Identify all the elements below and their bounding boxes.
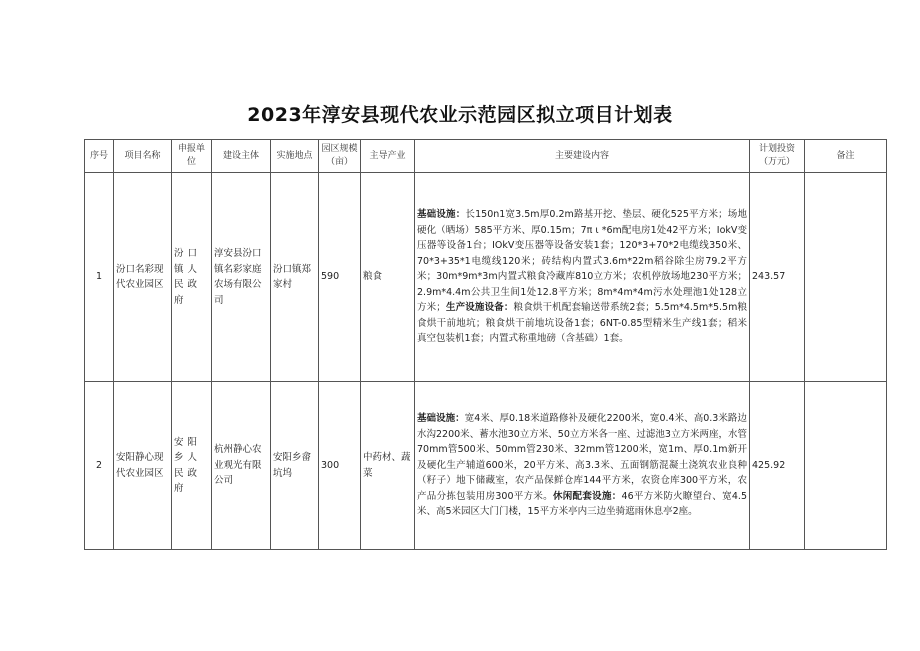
- header-investment: 计划投资（万元）: [750, 140, 805, 173]
- content-label-infrastructure: 基础设施：: [417, 413, 465, 425]
- row-industry: 中药材、蔬菜: [361, 382, 415, 550]
- row-content: [415, 382, 750, 550]
- header-content: 主要建设内容: [415, 140, 750, 173]
- row-industry: 粮食: [361, 173, 415, 382]
- content-text-equipment: 粮食烘干机配套输送带系统2套；5.5m*4.5m*5.5m粮食烘干前地坑；粮食烘干前地坑设备1套；6NT-0.85型精米生产线1套；稻米真空包装机1套；内置式称重地磅（含基础）1套。: [417, 302, 747, 345]
- content-label-infrastructure: 基础设施：: [417, 209, 466, 221]
- row-location: 汾口镇郑家村: [271, 173, 319, 382]
- header-applicant: 申报单位: [172, 140, 212, 173]
- header-location: 实施地点: [271, 140, 319, 173]
- header-remark: 备注: [805, 140, 887, 173]
- row-builder: 杭州静心农业观光有限公司: [212, 382, 271, 550]
- row-applicant: 汾口镇人民政府: [172, 173, 212, 382]
- page-title: 2023年淳安县现代农业示范园区拟立项目计划表: [247, 104, 673, 126]
- row-remark: [805, 173, 887, 382]
- row-builder: 淳安县汾口镇名彩家庭农场有限公司: [212, 173, 271, 382]
- project-plan-table: [84, 139, 887, 550]
- header-industry: 主导产业: [361, 140, 415, 173]
- header-scale: 园区规模（亩）: [319, 140, 361, 173]
- content-label-leisure: 休闲配套设施：: [552, 490, 622, 502]
- table-row: [85, 173, 887, 382]
- table-header-row: [85, 140, 887, 173]
- header-builder: 建设主体: [212, 140, 271, 173]
- row-investment: 243.57: [750, 173, 805, 382]
- row-applicant: 安阳乡人民政府: [172, 382, 212, 550]
- row-project-name: 安阳静心现代农业园区: [114, 382, 172, 550]
- row-project-name: 汾口名彩现代农业园区: [114, 173, 172, 382]
- content-text-infrastructure: 宽4米、厚0.18米道路修补及硬化2200米，宽0.4米、高0.3米路边水沟2200米、蓄水池30立方米、50立方米各一座、过滤池3立方米两座，水管70mm管500米、50mm管230米、32mm管1200米，宽1m、厚0.1m新开及硬化生产辅道600米，20平方米、高3.3米、五面钢筋混凝土浇筑农业良种（籽子）地下储藏室，农产品保鲜仓库144平方米，农资仓库300平方米，农产品分拣包装用房300平方米。: [417, 413, 747, 502]
- row-scale: 300: [319, 382, 361, 550]
- table-row: [85, 382, 887, 550]
- content-text-leisure: 46平方米防火瞭望台、宽4.5米、高5米园区大门门楼，15平方米亭内三边坐骑遮雨休息亭2座。: [417, 490, 747, 518]
- header-no: 序号: [85, 140, 114, 173]
- row-no: 2: [85, 382, 114, 550]
- row-investment: 425.92: [750, 382, 805, 550]
- content-text-infrastructure: 长150n1宽3.5m厚0.2m路基开挖、垫层、硬化525平方米；场地硬化（晒场）585平方米、厚0.15m；7π ι *6m配电房1处42平方米；IokV变压器等设备1台；IOkV变压器等设备安装1套；120*3+70*2电缆线350米、70*3+35*1电缆线120米；砖结构内置式3.6m*22m稻谷除尘房79.2平方米；30m*9m*3m内置式粮食冷藏库810立方米；农机停放场地230平方米；2.9m*4.4m公共卫生间1处12.8平方米；8m*4m*4m污水处理池1处128立方米；: [417, 209, 747, 314]
- row-location: 安阳乡畲坑坞: [271, 382, 319, 550]
- row-scale: 590: [319, 173, 361, 382]
- row-no: 1: [85, 173, 114, 382]
- row-content: [415, 173, 750, 382]
- header-name: 项目名称: [114, 140, 172, 173]
- content-label-equipment: 生产设施设备：: [445, 302, 514, 314]
- row-remark: [805, 382, 887, 550]
